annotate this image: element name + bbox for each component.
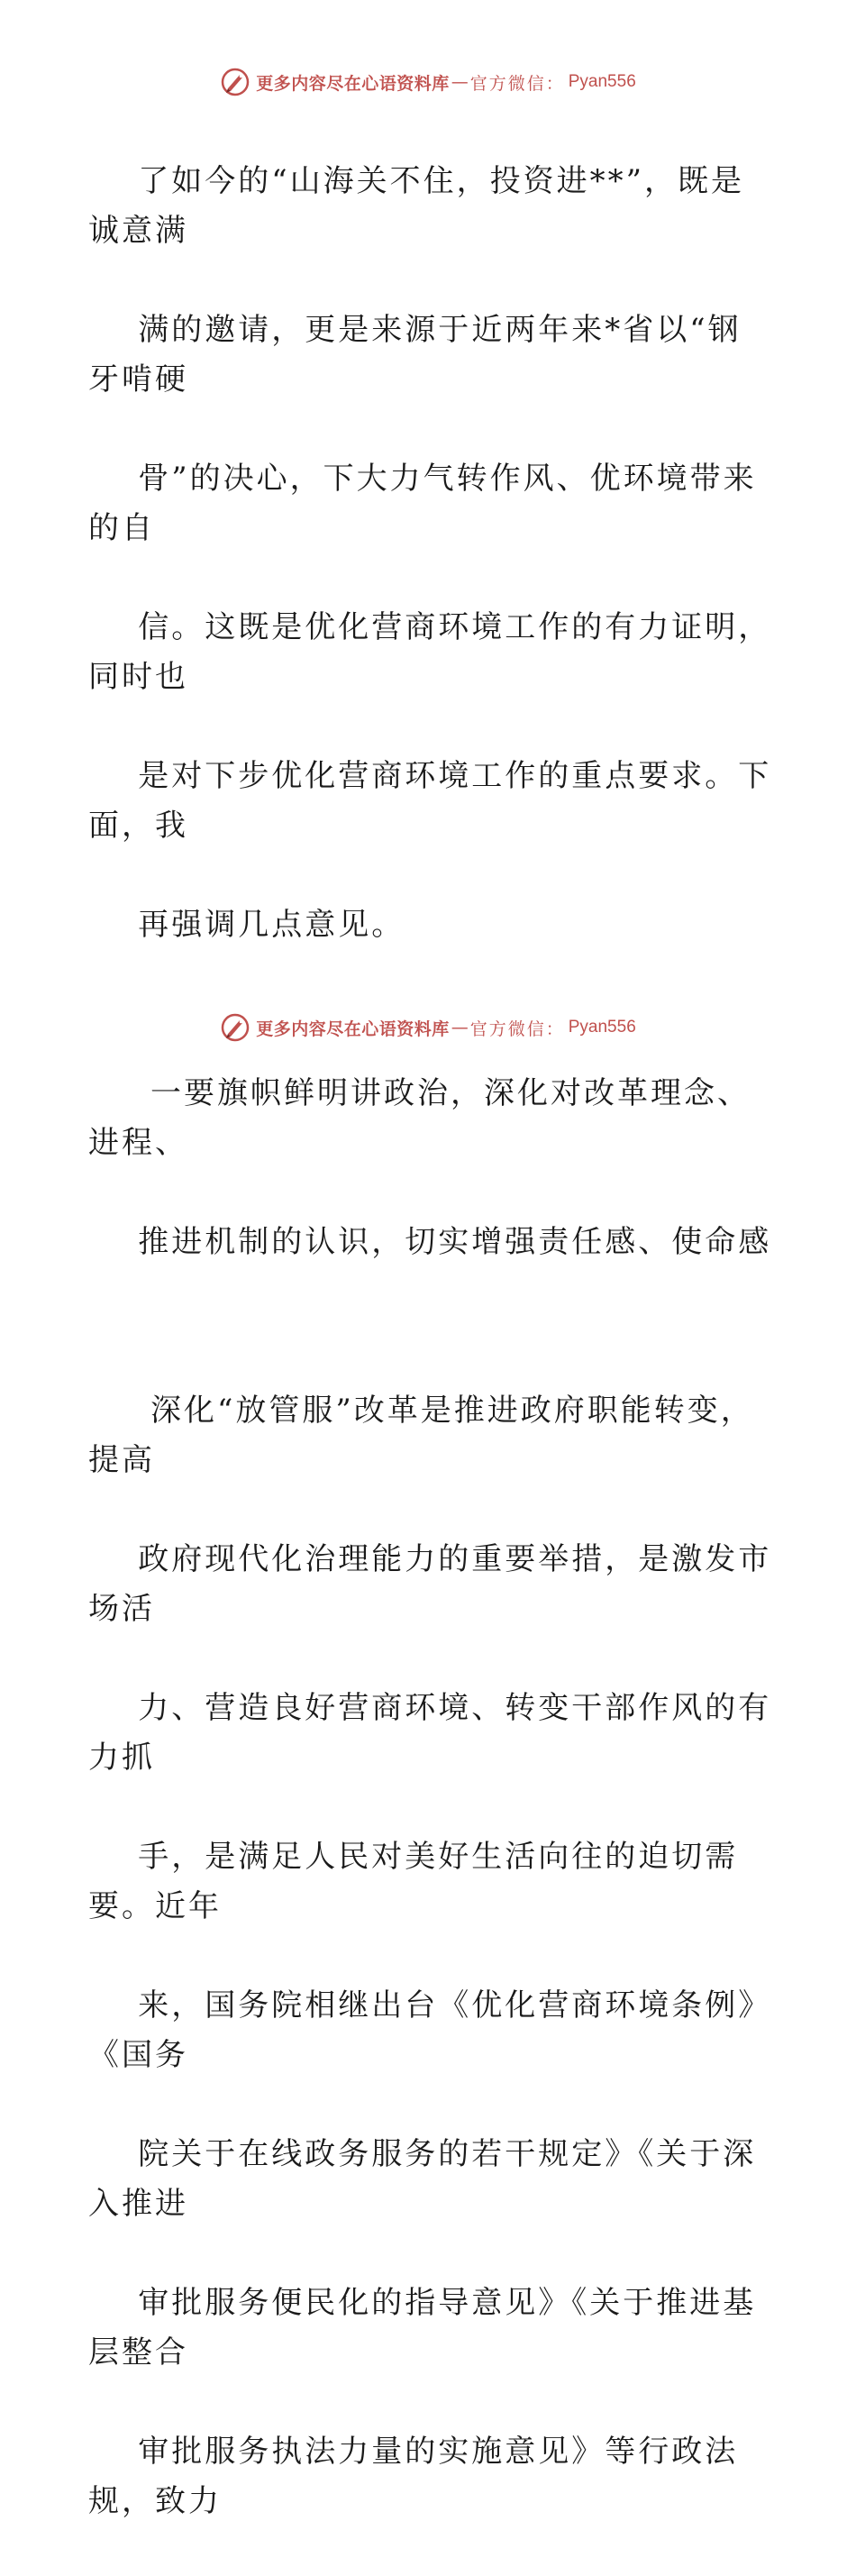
text-line: 推进机制的认识，切实增强责任感、使命感 [138, 1224, 772, 1260]
watermark-separator: — [451, 1018, 469, 1037]
text-line: 满的邀请，更是来源于近两年来*省以“钢牙啃硬 [88, 312, 742, 397]
body-paragraph [88, 1337, 773, 2576]
section-heading [88, 1019, 773, 1317]
text-line: 来，国务院相继出台《优化营商环境条例》《国务 [88, 1987, 772, 2073]
watermark-wechat-label: 官方微信： [469, 73, 565, 94]
text-line: 手，是满足人民对美好生活向往的迫切需要。近年 [88, 1839, 739, 1924]
text-line: 一要旗帜鲜明讲政治，深化对改革理念、进程、 [88, 1075, 751, 1161]
text-line: 审批服务便民化的指导意见》《关于推进基层整合 [88, 2285, 757, 2370]
text-line: 骨”的决心，下大力气转作风、优环境带来的自 [88, 461, 757, 546]
pen-logo-icon [220, 67, 250, 97]
text-line: 力、营造良好营商环境、转变干部作风的有力抓 [88, 1690, 772, 1776]
watermark-brand: 更多内容尽在心语资料库 [256, 1019, 450, 1039]
header-watermark [0, 64, 856, 100]
paragraph-spacer [88, 1317, 773, 1337]
watermark-wechat-label: 官方微信： [469, 1019, 565, 1039]
text-line: 深化“放管服”改革是推进政府职能转变，提高 [88, 1393, 754, 1478]
text-line: 信。这既是优化营商环境工作的有力证明，同时也 [88, 609, 772, 695]
watermark-wechat-id: Pyan556 [568, 1018, 636, 1037]
text-line: 了如今的“山海关不住，投资进**”，既是诚意满 [88, 163, 744, 249]
text-line: 审批服务执法力量的实施意见》等行政法规，致力 [88, 2434, 739, 2519]
footer-watermark [0, 1009, 856, 1046]
pen-logo-icon [220, 1012, 250, 1043]
intro-paragraph [88, 107, 773, 1000]
text-line: 政府现代化治理能力的重要举措，是激发市场活 [88, 1541, 772, 1627]
text-line: 是对下步优化营商环境工作的重点要求。下面，我 [88, 758, 772, 844]
watermark-wechat-id: Pyan556 [568, 72, 636, 91]
document-body [88, 107, 773, 2576]
text-line: 再强调几点意见。 [138, 907, 405, 943]
watermark-separator: — [451, 72, 469, 92]
watermark-brand: 更多内容尽在心语资料库 [256, 73, 450, 94]
text-line: 院关于在线政务服务的若干规定》《关于深入推进 [88, 2136, 757, 2222]
